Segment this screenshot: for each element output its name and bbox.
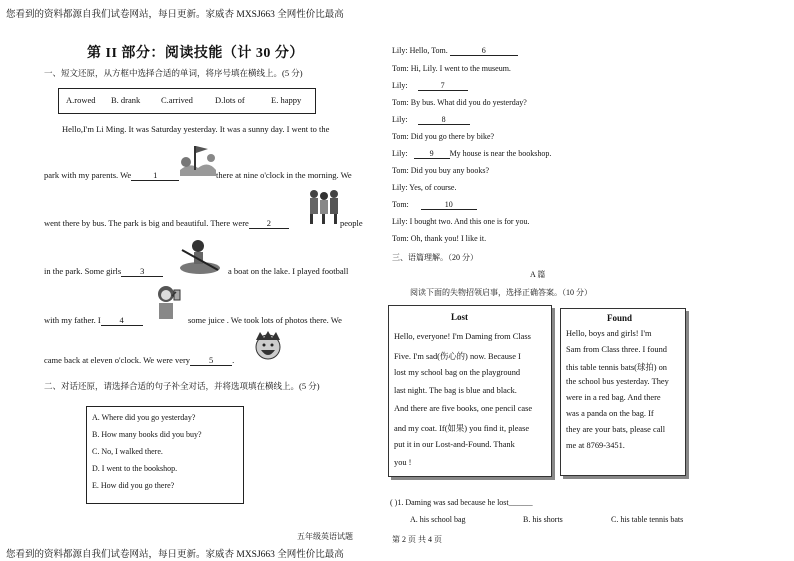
part1-instruction: 一、短文还原，从方框中选择合适的单词，将序号填在横线上。(5 分)	[44, 68, 303, 78]
blank-5[interactable]: 5	[190, 355, 232, 366]
passage-instruction: 阅读下面的失物招领启事，选择正确答案。（10 分）	[410, 288, 592, 297]
passage-line: in the park. Some girls 3	[44, 266, 163, 277]
sentence-option: B. How many books did you buy?	[92, 430, 202, 439]
sentence-option: C. No, I walked there.	[92, 447, 163, 456]
part3-instruction: 三、语篇理解。（20 分）	[392, 253, 478, 262]
dialogue-line: Lily: 9 My house is near the bookshop.	[392, 149, 552, 158]
family-icon	[306, 186, 342, 226]
lost-notice	[388, 305, 552, 477]
lost-line: and my coat. If(如果) you find it, please	[394, 424, 530, 433]
found-line: the school bus yesterday. They	[566, 377, 669, 386]
dialogue-line: Tom: Oh, thank you! I like it.	[392, 234, 487, 243]
sentence-option: A. Where did you go yesterday?	[92, 413, 196, 422]
passage-line: Hello,I'm Li Ming. It was Saturday yesterday. It was a sunny day. I went to the	[62, 124, 330, 134]
lost-line: last night. The bag is blue and black.	[394, 386, 517, 395]
word-option: D.lots of	[215, 95, 245, 105]
found-line: Sam from Class three. I found	[566, 345, 667, 354]
footer-page: 第 2 页 共 4 页	[392, 535, 442, 544]
bottom-banner: 您看到的资料都源自我们试卷网站，每日更新。家威杏 MXSJ663 全网性价比最高	[6, 550, 344, 560]
dialogue-line: Tom: Did you go there by bike?	[392, 132, 495, 141]
lost-line: Hello, everyone! I'm Daming from Class	[394, 332, 531, 341]
word-option-box	[58, 88, 316, 114]
dialogue-line: Tom: By bus. What did you do yesterday?	[392, 98, 527, 107]
sentence-option: E. How did you go there?	[92, 481, 175, 490]
found-line: me at 8769-3451.	[566, 441, 625, 450]
blank-7[interactable]: 7	[418, 81, 468, 91]
found-line: this table tennis bats(球拍) on	[566, 363, 667, 372]
lost-line: you !	[394, 458, 412, 467]
girl-drinking-icon	[150, 282, 188, 322]
word-option: B. drank	[111, 95, 141, 105]
blank-3[interactable]: 3	[121, 266, 163, 277]
lost-heading: Lost	[451, 312, 469, 322]
lost-line: lost my school bag on the playground	[394, 368, 521, 377]
passage-line: came back at eleven o'clock. We were very 5 .	[44, 355, 235, 365]
word-option: C.arrived	[161, 95, 193, 105]
passage-line-cont: a boat on the lake. I played football	[228, 266, 349, 276]
blank-2[interactable]: 2	[249, 218, 289, 229]
passage-line: with my father. I 4	[44, 315, 143, 326]
dialogue-line: Lily: 7	[392, 81, 468, 91]
found-heading: Found	[607, 313, 633, 323]
word-option: E. happy	[271, 95, 302, 105]
blank-1[interactable]: 1	[131, 170, 179, 181]
park-sign-icon	[178, 140, 218, 176]
passage-label: A 篇	[530, 270, 546, 279]
question-1-option-b[interactable]: B. his shorts	[523, 515, 563, 524]
rowing-icon	[178, 236, 222, 276]
found-line: Hello, boys and girls! I'm	[566, 329, 652, 338]
question-1-option-c[interactable]: C. his table tennis bats	[611, 515, 684, 524]
dialogue-line: Lily: I bought two. And this one is for you.	[392, 217, 530, 226]
question-1-stem[interactable]: ( )1. Daming was sad because he lost______	[390, 498, 533, 507]
lost-line: And there are five books, one pencil case	[394, 404, 533, 413]
passage-line-cont: people	[340, 218, 363, 228]
blank-10[interactable]: 10	[421, 200, 477, 210]
dialogue-line: Tom: Hi, Lily. I went to the museum.	[392, 64, 511, 73]
dialogue-line: Lily: Yes, of course.	[392, 183, 457, 192]
passage-line-cont: some juice . We took lots of photos there. We	[188, 315, 342, 325]
sentence-option-box	[86, 406, 244, 504]
found-line: was a panda on the bag. If	[566, 409, 654, 418]
blank-6[interactable]: 6	[450, 46, 518, 56]
passage-line: park with my parents. We 1	[44, 170, 179, 181]
part2-instruction: 二、对话还原，请选择合适的句子补全对话，并将选项填在横线上。(5 分)	[44, 381, 320, 391]
blank-4[interactable]: 4	[101, 315, 143, 326]
happy-boy-icon	[250, 330, 286, 366]
dialogue-line: Lily: 8	[392, 115, 470, 125]
found-line: were in a red bag. And there	[566, 393, 661, 402]
lost-line: put it in our Lost-and-Found. Thank	[394, 440, 515, 449]
passage-line-cont: there at nine o'clock in the morning. We	[216, 170, 352, 180]
dialogue-line: Lily: Hello, Tom. 6	[392, 46, 518, 56]
lost-line: Five. I'm sad(伤心的) now. Because I	[394, 352, 521, 361]
sentence-option: D. I went to the bookshop.	[92, 464, 178, 473]
word-option: A.rowed	[66, 95, 96, 105]
footer-subject: 五年级英语试题	[297, 532, 353, 541]
blank-9[interactable]: 9	[414, 149, 450, 159]
top-banner: 您看到的资料都源自我们试卷网站，每日更新。家威杏 MXSJ663 全网性价比最高	[6, 10, 344, 20]
found-notice	[560, 308, 686, 476]
section-title: 第 II 部分：阅读技能（计 30 分）	[87, 46, 304, 61]
blank-8[interactable]: 8	[418, 115, 470, 125]
found-line: they are your bats, please call	[566, 425, 666, 434]
dialogue-line: Tom: 10	[392, 200, 477, 210]
dialogue-line: Tom: Did you buy any books?	[392, 166, 489, 175]
passage-line: went there by bus. The park is big and beautiful. There were 2	[44, 218, 289, 229]
question-1-option-a[interactable]: A. his school bag	[410, 515, 466, 524]
